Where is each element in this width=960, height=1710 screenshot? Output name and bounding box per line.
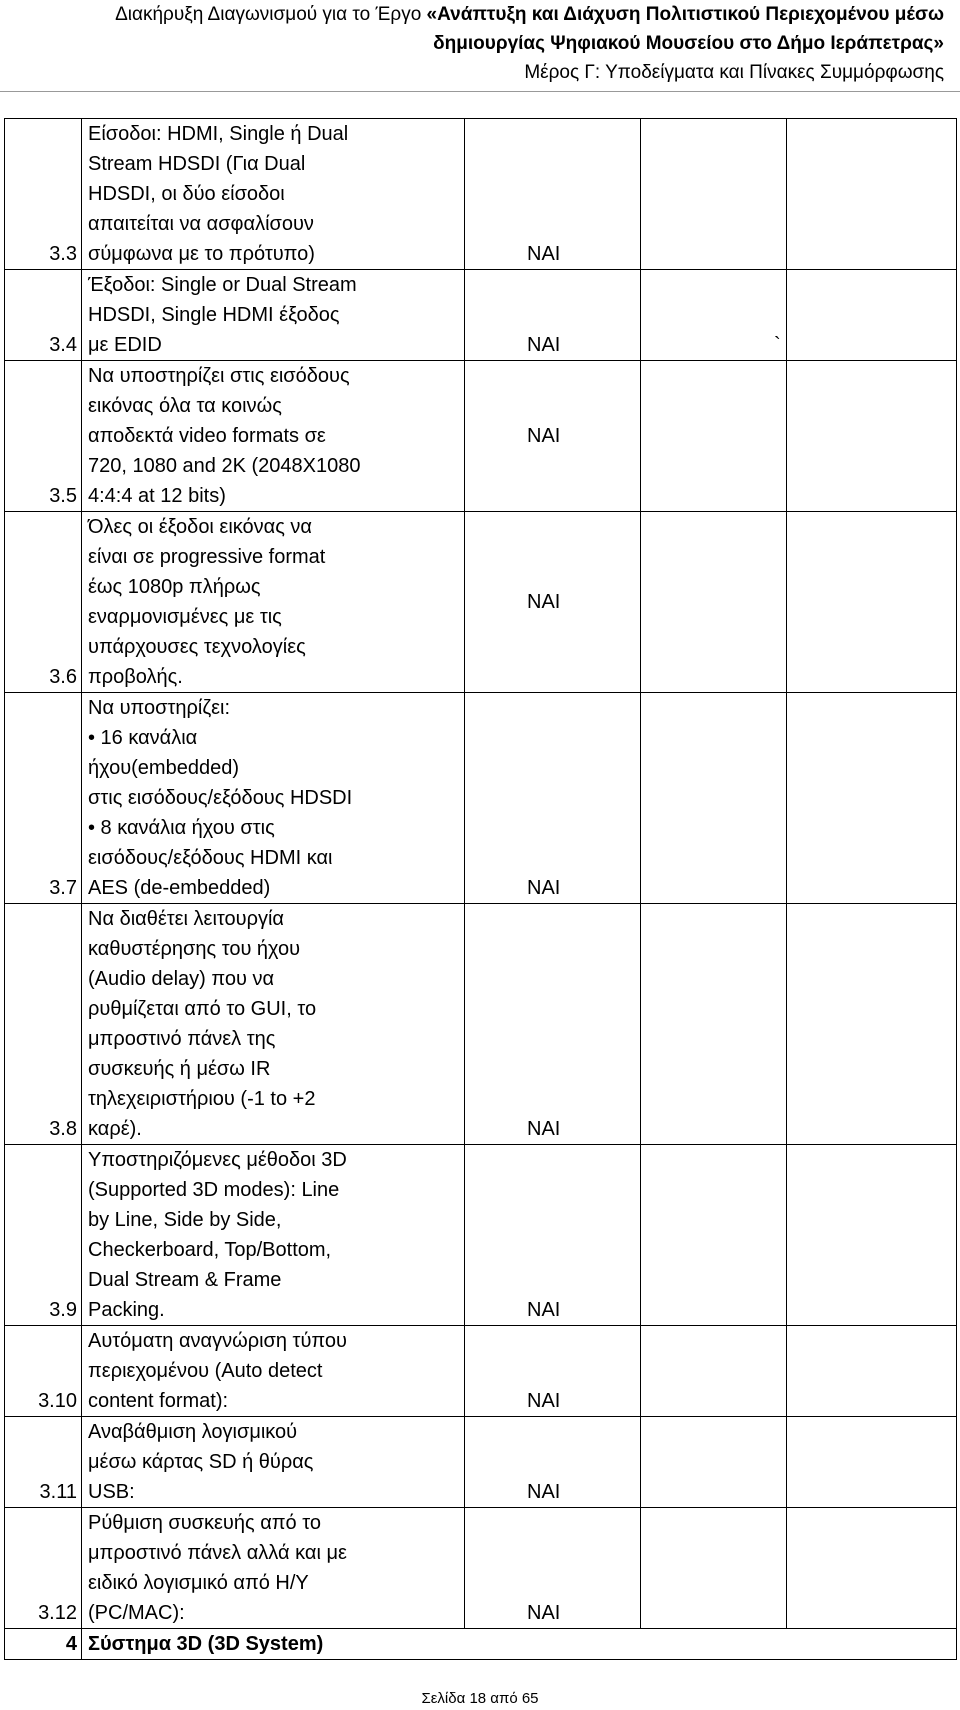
page-footer: Σελίδα 18 από 65: [421, 1690, 539, 1707]
row-answer: ΝΑΙ: [465, 119, 641, 270]
row-reference-cell: [787, 270, 957, 361]
table-row: [5, 1326, 957, 1417]
row-mark: [644, 247, 786, 269]
row-response-cell: [641, 693, 787, 904]
row-answer: ΝΑΙ: [465, 361, 641, 512]
section-row: [5, 1629, 957, 1660]
row-number: 3.10: [5, 1326, 82, 1417]
page-header: [115, 0, 944, 87]
section-title: Σύστημα 3D (3D System): [82, 1629, 957, 1660]
row-answer: ΝΑΙ: [465, 1417, 641, 1508]
header-prefix: Διακήρυξη Διαγωνισμού για το Έργο: [115, 4, 427, 25]
row-mark: [644, 1394, 786, 1416]
header-divider: [0, 91, 960, 92]
row-mark: `: [774, 334, 781, 356]
row-response-cell: [641, 270, 787, 361]
row-requirement: Να υποστηρίζει: • 16 κανάλια ήχου(embedded) στις εισόδους/εξόδους HDSDI • 8 κανάλια ήχου στις εισόδους/εξόδους HDMI και AES (de-embedded): [82, 693, 465, 904]
row-response-cell: [641, 512, 787, 693]
row-reference-cell: [787, 1508, 957, 1629]
row-reference-cell: [787, 119, 957, 270]
row-requirement: Υποστηριζόμενες μέθοδοι 3D (Supported 3D modes): Line by Line, Side by Side, Checkerboard, Top/Bottom, Dual Stream & Frame Packing.: [82, 1145, 465, 1326]
row-response-cell: [641, 904, 787, 1145]
row-mark: [644, 1606, 786, 1628]
row-answer: ΝΑΙ: [465, 1326, 641, 1417]
table-row: [5, 512, 957, 693]
row-requirement: Ρύθμιση συσκευής από το μπροστινό πάνελ αλλά και με ειδικό λογισμικό από Η/Υ (PC/MAC):: [82, 1508, 465, 1629]
table-row: [5, 1145, 957, 1326]
row-reference-cell: [787, 1326, 957, 1417]
row-number: 3.12: [5, 1508, 82, 1629]
row-response-cell: [641, 1417, 787, 1508]
compliance-table: [4, 118, 957, 1660]
row-answer: ΝΑΙ: [465, 1145, 641, 1326]
row-requirement: Να υποστηρίζει στις εισόδους εικόνας όλα τα κοινώς αποδεκτά video formats σε 720, 1080 and 2K (2048X1080 4:4:4 at 12 bits): [82, 361, 465, 512]
row-requirement: Αναβάθμιση λογισμικού μέσω κάρτας SD ή θύρας USB:: [82, 1417, 465, 1508]
row-mark: [644, 670, 786, 692]
row-mark: [644, 1303, 786, 1325]
row-requirement: Να διαθέτει λειτουργία καθυστέρησης του ήχου (Audio delay) που να ρυθμίζεται από το GUI, το μπροστινό πάνελ της συσκευής ή μέσω IR τηλεχειριστήριου (-1 to +2 καρέ).: [82, 904, 465, 1145]
row-answer: ΝΑΙ: [465, 512, 641, 693]
row-reference-cell: [787, 1145, 957, 1326]
row-response-cell: [641, 1326, 787, 1417]
header-line-3: Μέρος Γ: Υποδείγματα και Πίνακες Συμμόρφωσης: [524, 62, 944, 83]
table-row: [5, 904, 957, 1145]
header-project-title: «Ανάπτυξη και Διάχυση Πολιτιστικού Περιεχομένου μέσω: [426, 4, 944, 25]
row-number: 3.3: [5, 119, 82, 270]
row-number: 3.11: [5, 1417, 82, 1508]
row-reference-cell: [787, 361, 957, 512]
row-answer: ΝΑΙ: [465, 270, 641, 361]
table-row: [5, 270, 957, 361]
header-line-1: [115, 0, 944, 29]
row-requirement: Έξοδοι: Single or Dual Stream HDSDI, Single HDMI έξοδος με EDID: [82, 270, 465, 361]
table-row: [5, 119, 957, 270]
row-reference-cell: [787, 1417, 957, 1508]
row-response-cell: [641, 1508, 787, 1629]
table-row: [5, 693, 957, 904]
row-reference-cell: [787, 904, 957, 1145]
table-row: [5, 1417, 957, 1508]
row-mark: [644, 1122, 786, 1144]
row-mark: [644, 489, 786, 511]
row-requirement: Είσοδοι: HDMI, Single ή Dual Stream HDSDI (Για Dual HDSDI, οι δύο είσοδοι απαιτείται να ασφαλίσουν σύμφωνα με το πρότυπο): [82, 119, 465, 270]
row-mark: [644, 1485, 786, 1507]
row-requirement: Αυτόματη αναγνώριση τύπου περιεχομένου (Auto detect content format):: [82, 1326, 465, 1417]
row-answer: ΝΑΙ: [465, 693, 641, 904]
table-row: [5, 361, 957, 512]
row-number: 3.4: [5, 270, 82, 361]
header-line-2: δημιουργίας Ψηφιακού Μουσείου στο Δήμο Ιεράπετρας»: [433, 33, 944, 54]
row-answer: ΝΑΙ: [465, 1508, 641, 1629]
row-number: 3.8: [5, 904, 82, 1145]
row-response-cell: [641, 1145, 787, 1326]
row-answer: ΝΑΙ: [465, 904, 641, 1145]
row-reference-cell: [787, 693, 957, 904]
row-mark: [644, 881, 786, 903]
row-number: 3.5: [5, 361, 82, 512]
row-response-cell: [641, 361, 787, 512]
row-number: 3.9: [5, 1145, 82, 1326]
row-response-cell: [641, 119, 787, 270]
row-number: 3.6: [5, 512, 82, 693]
section-number: 4: [5, 1629, 82, 1660]
row-reference-cell: [787, 512, 957, 693]
row-number: 3.7: [5, 693, 82, 904]
table-row: [5, 1508, 957, 1629]
row-requirement: Όλες οι έξοδοι εικόνας να είναι σε progressive format έως 1080p πλήρως εναρμονισμένες με τις υπάρχουσες τεχνολογίες προβολής.: [82, 512, 465, 693]
